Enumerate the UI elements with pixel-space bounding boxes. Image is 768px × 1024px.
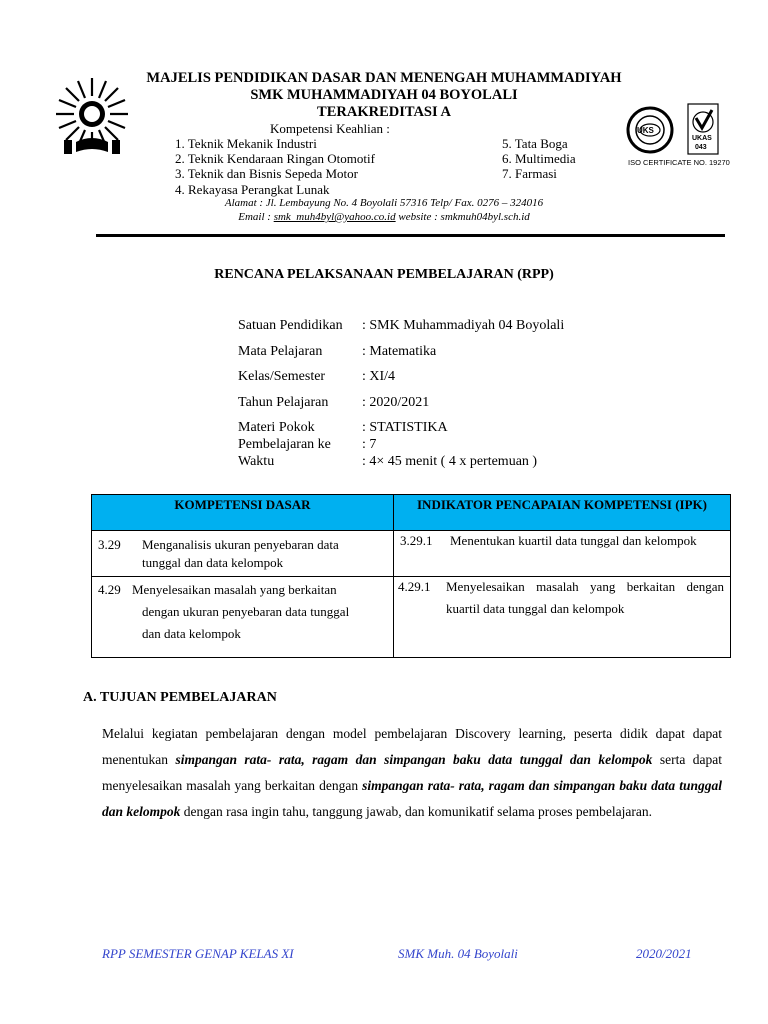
ipk-text-line: kuartil data tunggal dan kelompok: [446, 601, 625, 616]
info-label-satuan: Satuan Pendidikan: [238, 318, 343, 333]
email-prefix: Email :: [238, 211, 274, 223]
footer-right: 2020/2021: [636, 946, 692, 961]
emphasis-text: simpangan rata- rata, ragam dan simpangan baku data tunggal dan kelompok: [102, 778, 722, 819]
ipk-text-line: Menentukan kuartil data tunggal dan kelompok: [450, 533, 697, 548]
kd-ipk-table: [91, 494, 731, 658]
kompetensi-right-2: 6. Multimedia: [502, 151, 576, 166]
iso-logo-text: UKS: [637, 126, 654, 135]
info-label-pembelajaran: Pembelajaran ke: [238, 437, 331, 452]
kd-number: 3.29: [98, 537, 121, 552]
kd-number: 4.29: [98, 582, 121, 597]
email-link[interactable]: smk_muh4byl@yahoo.co.id: [273, 211, 396, 223]
ipk-text-line: Menyelesaikan masalah yang berkaitan dengan: [446, 579, 724, 594]
info-value-pembelajaran: : 7: [362, 437, 377, 452]
website-text: smkmuh04byl.sch.id: [440, 211, 530, 223]
kompetensi-left-1: 1. Teknik Mekanik Industri: [175, 136, 317, 151]
kompetensi-left-3: 3. Teknik dan Bisnis Sepeda Motor: [175, 166, 359, 181]
info-value-mapel: : Matematika: [362, 344, 437, 359]
info-value-tahun: : 2020/2021: [362, 395, 430, 410]
address-line: Alamat : Jl. Lembayung No. 4 Boyolali 57316 Telp/ Fax. 0276 – 324016: [224, 197, 544, 209]
header-line-3: TERAKREDITASI A: [317, 104, 451, 120]
ipk-header: INDIKATOR PENCAPAIAN KOMPETENSI (IPK): [394, 495, 731, 531]
kd-text-line: tunggal dan data kelompok: [142, 555, 284, 570]
info-value-waktu: : 4× 45 menit ( 4 x pertemuan ): [362, 454, 538, 469]
table-row: [92, 577, 731, 658]
kd-text-line: dan data kelompok: [142, 626, 241, 641]
header-line-1: MAJELIS PENDIDIKAN DASAR DAN MENENGAH MUHAMMADIYAH: [146, 70, 622, 86]
info-label-kelas: Kelas/Semester: [238, 369, 326, 384]
kompetensi-left-4: 4. Rekayasa Perangkat Lunak: [175, 182, 330, 197]
ipk-number: 3.29.1: [400, 533, 433, 548]
info-label-materi: Materi Pokok: [238, 420, 315, 435]
kd-cell: [92, 531, 394, 577]
table-header-row: [92, 495, 731, 531]
info-value-materi: : STATISTIKA: [362, 420, 448, 435]
info-label-mapel: Mata Pelajaran: [238, 344, 323, 359]
footer-center: SMK Muh. 04 Boyolali: [398, 946, 518, 961]
footer-left: RPP SEMESTER GENAP KELAS XI: [102, 946, 294, 961]
ipk-cell: [394, 577, 731, 658]
kd-text-line: Menganalisis ukuran penyebaran data: [142, 537, 339, 552]
kompetensi-left-2: 2. Teknik Kendaraan Ringan Otomotif: [175, 151, 375, 166]
info-label-tahun: Tahun Pelajaran: [238, 395, 329, 410]
table-row: [92, 531, 731, 577]
kompetensi-right-3: 7. Farmasi: [502, 166, 557, 181]
document-title: RENCANA PELAKSANAAN PEMBELAJARAN (RPP): [214, 267, 554, 282]
kd-text-line: Menyelesaikan masalah yang berkaitan: [132, 582, 337, 597]
ipk-cell: [394, 531, 731, 577]
ipk-number: 4.29.1: [398, 579, 431, 594]
kompetensi-label: Kompetensi Keahlian :: [270, 121, 390, 136]
header-divider: [96, 234, 725, 237]
ukas-text: UKAS: [692, 135, 712, 142]
kd-header: KOMPETENSI DASAR: [92, 495, 394, 531]
website-prefix: website :: [395, 211, 441, 223]
kd-cell: [92, 577, 394, 658]
section-a-heading: A. TUJUAN PEMBELAJARAN: [83, 690, 277, 705]
info-value-kelas: : XI/4: [362, 369, 396, 384]
ukas-number: 043: [695, 144, 707, 151]
iso-certificate-label: ISO CERTIFICATE NO. 19270: [628, 158, 730, 167]
info-label-waktu: Waktu: [238, 454, 275, 469]
section-a-paragraph: Melalui kegiatan pembelajaran dengan model pembelajaran Discovery learning, peserta didik dapat dapat menentukan simpangan rata- rata, ragam dan simpangan baku data tunggal dan kelompok serta dapat menyelesaikan masalah yang berkaitan dengan simpangan rata- rata, ragam dan simpangan baku data tunggal dan kelompok dengan rasa ingin tahu, tanggung jawab, dan komunikatif selama proses pembelajaran.: [102, 726, 723, 819]
kompetensi-right-1: 5. Tata Boga: [502, 136, 568, 151]
header-line-2: SMK MUHAMMADIYAH 04 BOYOLALI: [250, 87, 518, 103]
contact-line: [0, 211, 768, 223]
emphasis-text: simpangan rata- rata, ragam dan simpangan baku data tunggal dan kelompok: [175, 752, 653, 767]
kd-text-line: dengan ukuran penyebaran data tunggal: [142, 604, 350, 619]
iso-certificate-logo: [626, 102, 730, 168]
info-value-satuan: : SMK Muhammadiyah 04 Boyolali: [362, 318, 565, 333]
